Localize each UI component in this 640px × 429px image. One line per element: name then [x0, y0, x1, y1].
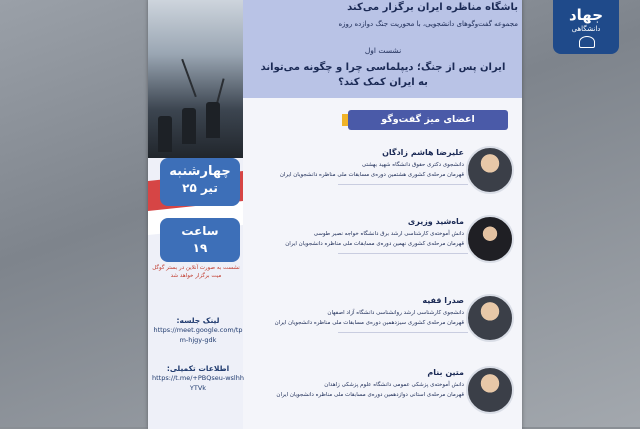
- divider: [338, 184, 468, 185]
- meet-link-label: لینک جلسه:: [176, 316, 220, 325]
- avatar: [466, 366, 514, 414]
- event-time-box: [160, 218, 240, 262]
- member-achievement: قهرمان مرحله‌ی کشوری نهمین دوره‌ی مسابقات ملی مناظره دانشجویان ایران: [285, 241, 464, 247]
- avatar: [466, 294, 514, 342]
- poster-subtitle: مجموعه گفت‌وگوهای دانشجویی، با محوریت جنگ دوازده روزه: [338, 20, 518, 28]
- member-card: [248, 366, 518, 428]
- event-time-value: ۱۹: [192, 241, 208, 255]
- event-day: چهارشنبه: [169, 164, 231, 179]
- member-card: [248, 146, 518, 208]
- divider: [338, 253, 468, 254]
- member-education: دانشجوی دکتری حقوق دانشگاه شهید بهشتی: [361, 162, 464, 168]
- logo-sub: دانشگاهی: [571, 25, 601, 33]
- member-card: [248, 294, 518, 356]
- member-education: دانش آموخته‌ی پزشکی عمومی دانشگاه علوم پزشکی زاهدان: [324, 382, 464, 388]
- member-achievement: قهرمان مرحله‌ی کشوری سیزدهمین دوره‌ی مسابقات ملی مناظره دانشجویان ایران: [274, 320, 464, 326]
- divider: [338, 332, 468, 333]
- panel-title: [348, 110, 508, 130]
- topic-line-2: به ایران کمک کند؟: [338, 77, 428, 88]
- member-card: [248, 215, 518, 277]
- info-link-block: [152, 364, 244, 393]
- event-time-label: ساعت: [181, 224, 219, 238]
- title-accent: [342, 114, 348, 126]
- panel-title-text: اعضای میز گفت‌وگو: [381, 114, 475, 125]
- member-education: دانشجوی کارشناسی ارشد روانشناسی دانشگاه آزاد اصفهان: [327, 310, 464, 316]
- member-name: متین بنام: [427, 368, 464, 377]
- member-name: علیرضا هاشم زادگان: [382, 148, 464, 157]
- meet-link-block: [152, 316, 244, 345]
- logo-emblem-icon: [579, 36, 595, 48]
- session-topic: [252, 60, 514, 90]
- meet-link[interactable]: https://meet.google.com/tpm-hjgy-gdk: [153, 326, 243, 344]
- event-date-box: [160, 158, 240, 206]
- session-label: نشست اول: [364, 46, 402, 55]
- jahad-daneshgahi-logo: [553, 0, 619, 54]
- event-date: ۲۵ تیر: [182, 181, 218, 195]
- member-achievement: قهرمان مرحله‌ی استانی دوازدهمین دوره‌ی مسابقات ملی مناظره دانشجویان ایران: [276, 392, 464, 398]
- info-link-label: اطلاعات تکمیلی:: [166, 364, 230, 373]
- avatar: [466, 215, 514, 263]
- avatar: [466, 146, 514, 194]
- online-note: نشست به صورت آنلاین در بستر گوگل میت برگزار خواهد شد: [152, 265, 240, 279]
- member-name: صدرا قفیه: [422, 296, 464, 305]
- poster-title: باشگاه مناظره ایران برگزار می‌کند: [347, 2, 518, 13]
- member-name: ماه‌شید وزیری: [407, 217, 464, 226]
- member-achievement: قهرمان مرحله‌ی کشوری هشتمین دوره‌ی مسابقات ملی مناظره دانشجویان ایران: [279, 172, 464, 178]
- member-education: دانش آموخته‌ی کارشناسی ارشد برق دانشگاه خواجه نصیر طوسی: [313, 231, 464, 237]
- topic-line-1: ایران پس از جنگ؛ دیپلماسی چرا و چگونه می‌تواند: [260, 62, 506, 73]
- info-link[interactable]: https://t.me/+PBQseu-wslhhYTVk: [152, 374, 244, 392]
- event-poster: [148, 0, 522, 429]
- logo-name: جهاد: [568, 6, 604, 24]
- conference-room-photo: [148, 0, 243, 158]
